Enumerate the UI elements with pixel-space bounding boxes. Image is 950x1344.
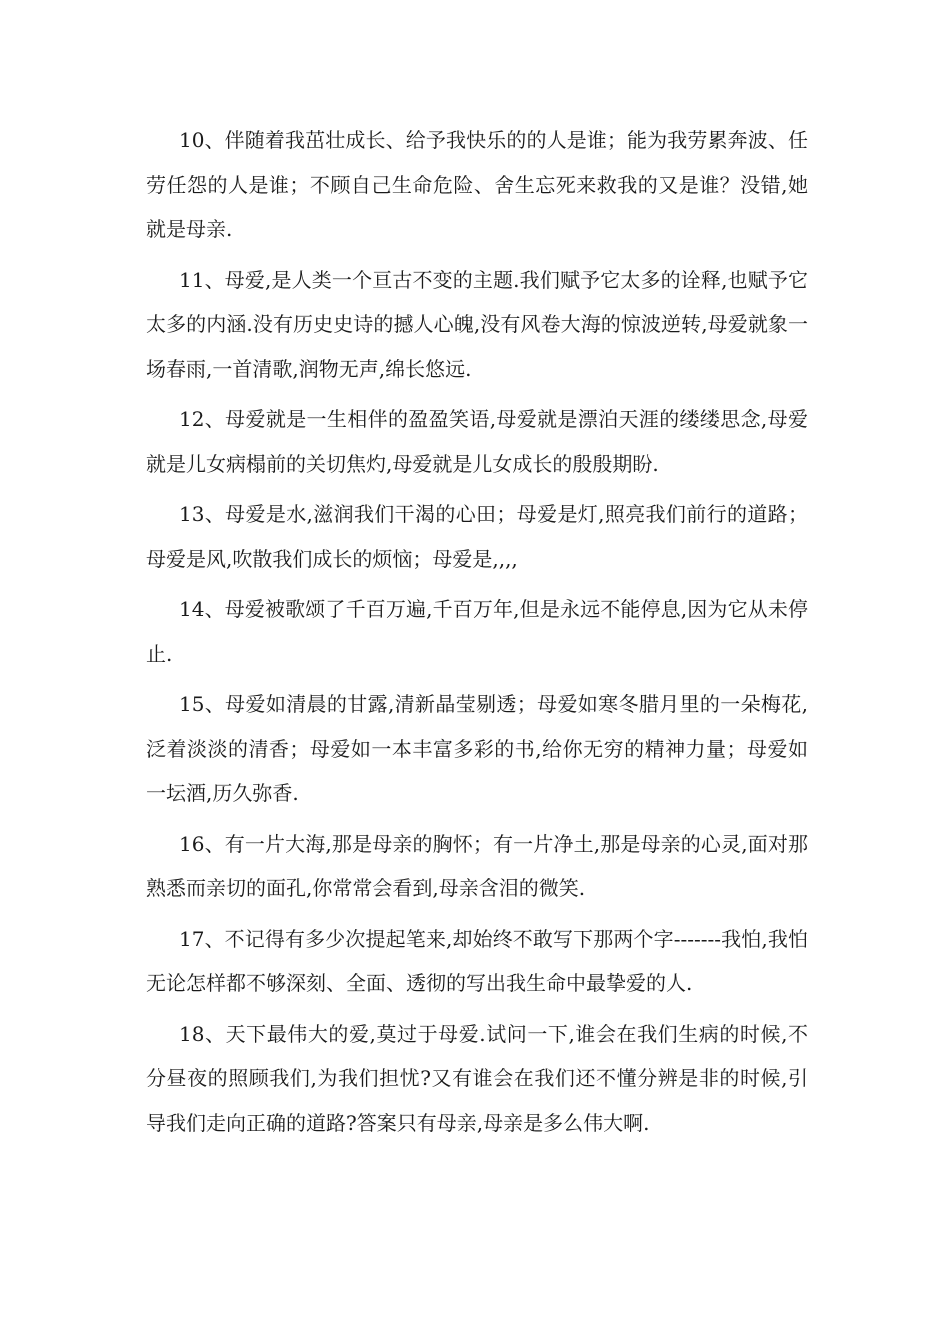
paragraph-14: 14、母爱被歌颂了千百万遍,千百万年,但是永远不能停息,因为它从未停止. (146, 597, 808, 666)
paragraph-11: 11、母爱,是人类一个亘古不变的主题.我们赋予它太多的诠释,也赋予它太多的内涵.没有历史史诗的撼人心魄,没有风卷大海的惊波逆转,母爱就象一场春雨,一首清歌,润物无声,绵长悠远. (146, 267, 808, 381)
paragraph-10: 10、伴随着我茁壮成长、给予我快乐的的人是谁；能为我劳累奔波、任劳任怨的人是谁；不顾自己生命危险、舍生忘死来救我的又是谁？没错,她就是母亲. (146, 128, 808, 241)
paragraph-13: 13、母爱是水,滋润我们干渴的心田；母爱是灯,照亮我们前行的道路；母爱是风,吹散我们成长的烦恼；母爱是,,,, (146, 502, 808, 571)
paragraph-15: 15、母爱如清晨的甘露,清新晶莹剔透；母爱如寒冬腊月里的一朵梅花,泛着淡淡的清香；母爱如一本丰富多彩的书,给你无穷的精神力量；母爱如一坛酒,历久弥香. (146, 692, 808, 805)
paragraph-17: 17、不记得有多少次提起笔来,却始终不敢写下那两个字-------我怕,我怕无论怎样都不够深刻、全面、透彻的写出我生命中最挚爱的人. (146, 926, 808, 995)
document-body (146, 118, 808, 1151)
paragraph-12: 12、母爱就是一生相伴的盈盈笑语,母爱就是漂泊天涯的缕缕思念,母爱就是儿女病榻前的关切焦灼,母爱就是儿女成长的殷殷期盼. (146, 407, 808, 476)
paragraph-18: 18、天下最伟大的爱,莫过于母爱.试问一下,谁会在我们生病的时候,不分昼夜的照顾我们,为我们担忧?又有谁会在我们还不懂分辨是非的时候,引导我们走向正确的道路?答案只有母亲,母亲是多么伟大啊. (146, 1021, 808, 1135)
paragraph-16: 16、有一片大海,那是母亲的胸怀；有一片净土,那是母亲的心灵,面对那熟悉而亲切的面孔,你常常会看到,母亲含泪的微笑. (146, 831, 808, 900)
